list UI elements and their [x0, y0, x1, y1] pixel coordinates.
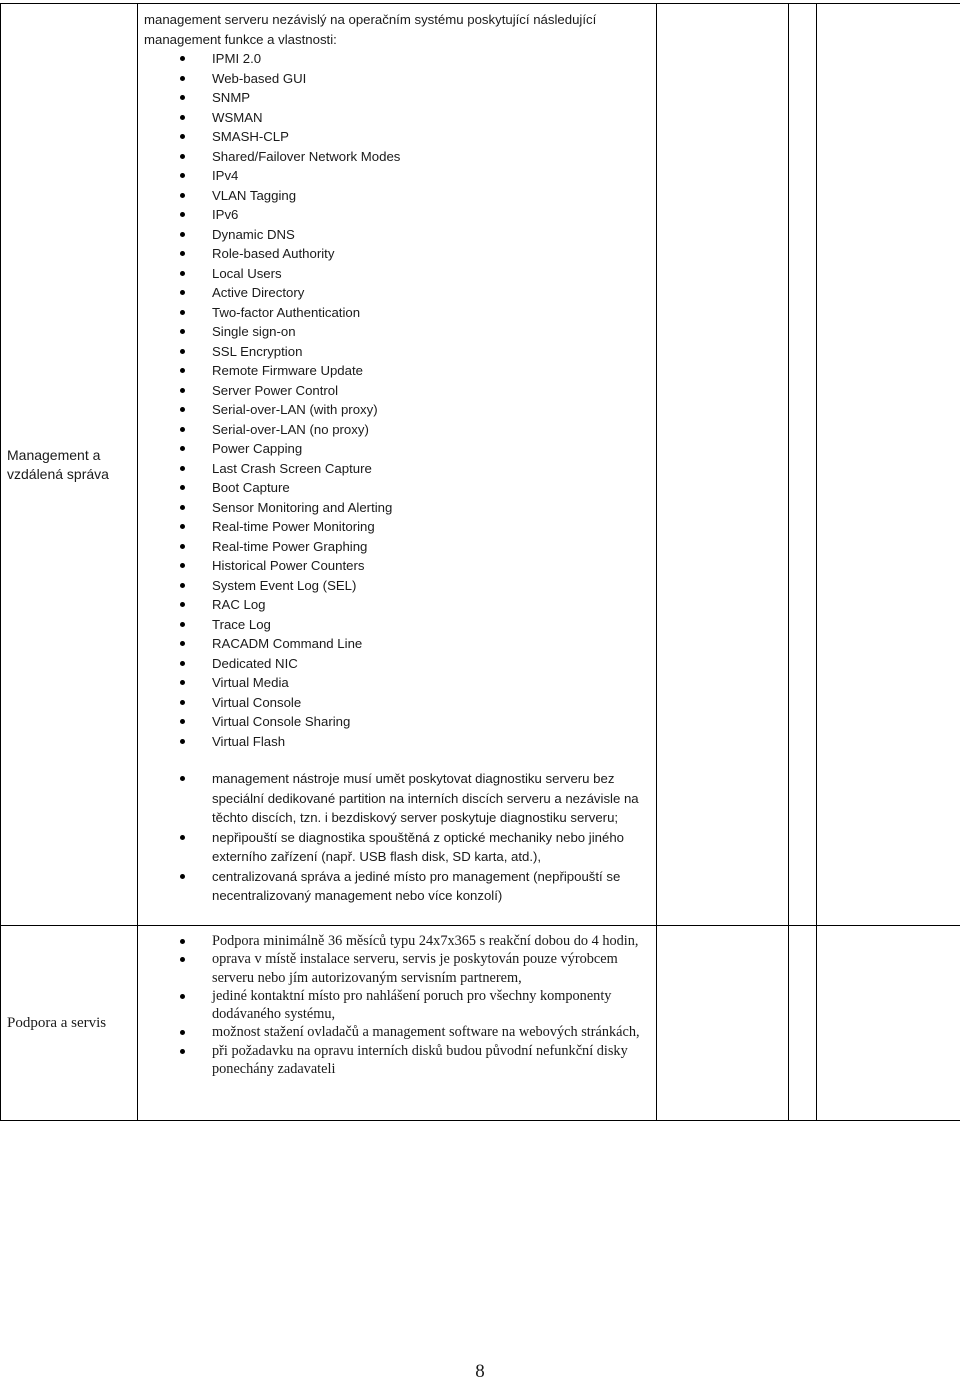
- feature-item: [144, 147, 656, 167]
- feature-item-text: Local Users: [212, 265, 282, 281]
- bullet-icon: [180, 957, 185, 962]
- feature-item: [144, 732, 656, 752]
- management-content: [138, 4, 657, 926]
- feature-item: [144, 127, 656, 147]
- bullet-icon: [180, 994, 185, 999]
- feature-item: [144, 264, 656, 284]
- feature-item-text: Web-based GUI: [212, 70, 307, 86]
- feature-item-text: WSMAN: [212, 109, 263, 125]
- feature-item-text: Virtual Media: [212, 675, 289, 690]
- bullet-icon: [180, 622, 185, 627]
- feature-item-text: Virtual Console Sharing: [212, 714, 351, 729]
- bullet-icon: [180, 173, 185, 178]
- feature-item: [144, 186, 656, 206]
- support-content: [138, 926, 657, 1121]
- requirement-item: [144, 828, 656, 867]
- feature-item: [144, 49, 656, 69]
- requirement-item: [144, 769, 656, 828]
- bullet-icon: [180, 271, 185, 276]
- specification-table: [0, 3, 960, 1121]
- feature-item-text: SNMP: [212, 90, 251, 105]
- feature-item-text: Real-time Power Graphing: [212, 538, 368, 554]
- bullet-icon: [180, 874, 185, 879]
- support-item-text: možnost stažení ovladačů a management software na webových stránkách,: [212, 1024, 640, 1041]
- feature-item: [144, 225, 656, 245]
- support-item: [144, 1023, 656, 1041]
- feature-item: [144, 420, 656, 440]
- requirement-list: [144, 769, 656, 906]
- row-management: [1, 4, 960, 926]
- feature-item: [144, 205, 656, 225]
- bullet-icon: [180, 368, 185, 373]
- bullet-icon: [180, 719, 185, 724]
- bullet-icon: [180, 134, 185, 139]
- bullet-icon: [180, 115, 185, 120]
- feature-item: [144, 283, 656, 303]
- feature-item: [144, 498, 656, 518]
- feature-item: [144, 634, 656, 654]
- support-item-text: při požadavku na opravu interních disků budou původní nefunkční disky ponechány zadavateli: [212, 1042, 628, 1078]
- row-label-management: Management a vzdálená správa: [1, 4, 138, 926]
- feature-item-text: Serial-over-LAN (no proxy): [212, 421, 369, 437]
- requirement-item-text: management nástroje musí umět poskytovat diagnostiku serveru bez speciální dedikované partition na interních discích serveru a nezávisle na těchto discích, tzn. i bezdiskový server poskytuje diagnostiku serveru;: [212, 771, 639, 825]
- feature-item-text: Serial-over-LAN (with proxy): [212, 402, 378, 417]
- bullet-icon: [180, 446, 185, 451]
- bullet-icon: [180, 232, 185, 237]
- empty-cell: [657, 4, 789, 926]
- feature-item-text: System Event Log (SEL): [212, 577, 357, 593]
- feature-item-text: SSL Encryption: [212, 343, 303, 359]
- bullet-icon: [180, 563, 185, 568]
- feature-item: [144, 576, 656, 596]
- feature-item: [144, 673, 656, 693]
- bullet-icon: [180, 1049, 185, 1054]
- feature-item-text: Single sign-on: [212, 324, 296, 339]
- feature-item: [144, 88, 656, 108]
- feature-item-text: RACADM Command Line: [212, 636, 363, 651]
- feature-item-text: IPMI 2.0: [212, 51, 262, 66]
- row-support: [1, 926, 960, 1121]
- row-label-support: Podpora a servis: [1, 926, 138, 1121]
- requirement-item-text: nepřipouští se diagnostika spouštěná z optické mechaniky nebo jiného externího zařízení (např. USB flash disk, SD karta, atd.),: [212, 829, 625, 864]
- bullet-icon: [180, 505, 185, 510]
- bullet-icon: [180, 641, 185, 646]
- feature-item-text: Role-based Authority: [212, 246, 335, 261]
- support-item: [144, 1042, 656, 1079]
- bullet-icon: [180, 329, 185, 334]
- empty-cell: [789, 4, 817, 926]
- feature-item-text: Virtual Console: [212, 694, 302, 710]
- feature-item-text: Boot Capture: [212, 480, 290, 495]
- feature-item-text: Historical Power Counters: [212, 558, 365, 573]
- support-item: [144, 987, 656, 1024]
- feature-item-text: Active Directory: [212, 285, 305, 300]
- feature-item: [144, 108, 656, 128]
- feature-item: [144, 615, 656, 635]
- bullet-icon: [180, 524, 185, 529]
- feature-list: [144, 49, 656, 751]
- bullet-icon: [180, 56, 185, 61]
- feature-item: [144, 693, 656, 713]
- empty-cell: [817, 926, 960, 1121]
- bullet-icon: [180, 544, 185, 549]
- feature-item-text: Sensor Monitoring and Alerting: [212, 499, 393, 515]
- feature-item-text: SMASH-CLP: [212, 129, 289, 144]
- support-item: [144, 950, 656, 987]
- empty-cell: [789, 926, 817, 1121]
- feature-item-text: Remote Firmware Update: [212, 363, 363, 378]
- feature-item: [144, 69, 656, 89]
- feature-item-text: RAC Log: [212, 597, 266, 612]
- bullet-icon: [180, 251, 185, 256]
- bullet-icon: [180, 76, 185, 81]
- feature-item-text: Real-time Power Monitoring: [212, 519, 375, 534]
- feature-item: [144, 537, 656, 557]
- feature-item: [144, 381, 656, 401]
- feature-item-text: Last Crash Screen Capture: [212, 460, 372, 476]
- bullet-icon: [180, 776, 185, 781]
- bullet-icon: [180, 310, 185, 315]
- feature-item: [144, 517, 656, 537]
- bullet-icon: [180, 739, 185, 744]
- bullet-icon: [180, 835, 185, 840]
- bullet-icon: [180, 700, 185, 705]
- bullet-icon: [180, 212, 185, 217]
- feature-item: [144, 556, 656, 576]
- bullet-icon: [180, 193, 185, 198]
- feature-item: [144, 400, 656, 420]
- feature-item: [144, 303, 656, 323]
- bullet-icon: [180, 661, 185, 666]
- feature-item: [144, 595, 656, 615]
- feature-item-text: IPv4: [212, 168, 239, 183]
- feature-item-text: Dedicated NIC: [212, 655, 298, 671]
- requirement-item-text: centralizovaná správa a jediné místo pro management (nepřipouští se necentralizovaný management nebo více konzolí): [212, 868, 621, 903]
- feature-item: [144, 166, 656, 186]
- bullet-icon: [180, 602, 185, 607]
- support-item-text: jediné kontaktní místo pro nahlášení poruch pro všechny komponenty dodávaného systému,: [212, 987, 612, 1023]
- empty-cell: [817, 4, 960, 926]
- bullet-icon: [180, 349, 185, 354]
- bullet-icon: [180, 407, 185, 412]
- feature-item-text: Shared/Failover Network Modes: [212, 148, 401, 164]
- bullet-icon: [180, 1030, 185, 1035]
- feature-item: [144, 322, 656, 342]
- feature-item: [144, 478, 656, 498]
- feature-item-text: Two-factor Authentication: [212, 304, 361, 320]
- feature-item: [144, 459, 656, 479]
- empty-cell: [657, 926, 789, 1121]
- feature-item-text: VLAN Tagging: [212, 187, 297, 203]
- management-intro: management serveru nezávislý na operačním systému poskytující následující management funkce a vlastnosti:: [144, 12, 597, 47]
- feature-item-text: IPv6: [212, 207, 239, 222]
- support-item: [144, 932, 656, 950]
- feature-item-text: Server Power Control: [212, 382, 339, 398]
- support-item-text: oprava v místě instalace serveru, servis je poskytován pouze výrobcem serveru nebo jím autorizovaným servisním partnerem,: [212, 951, 618, 986]
- feature-item: [144, 654, 656, 674]
- feature-item-text: Trace Log: [212, 616, 271, 632]
- bullet-icon: [180, 427, 185, 432]
- bullet-icon: [180, 680, 185, 685]
- bullet-icon: [180, 485, 185, 490]
- support-item-text: Podpora minimálně 36 měsíců typu 24x7x365 s reakční dobou do 4 hodin,: [212, 933, 639, 949]
- feature-item-text: Dynamic DNS: [212, 226, 295, 242]
- bullet-icon: [180, 388, 185, 393]
- bullet-icon: [180, 466, 185, 471]
- bullet-icon: [180, 290, 185, 295]
- feature-item-text: Power Capping: [212, 441, 303, 456]
- bullet-icon: [180, 95, 185, 100]
- page-number: 8: [475, 1361, 485, 1382]
- feature-item: [144, 361, 656, 381]
- feature-item: [144, 342, 656, 362]
- feature-item: [144, 712, 656, 732]
- requirement-item: [144, 867, 656, 906]
- feature-item: [144, 439, 656, 459]
- feature-item-text: Virtual Flash: [212, 733, 286, 749]
- support-list: [144, 932, 656, 1078]
- bullet-icon: [180, 583, 185, 588]
- feature-item: [144, 244, 656, 264]
- bullet-icon: [180, 154, 185, 159]
- bullet-icon: [180, 939, 185, 944]
